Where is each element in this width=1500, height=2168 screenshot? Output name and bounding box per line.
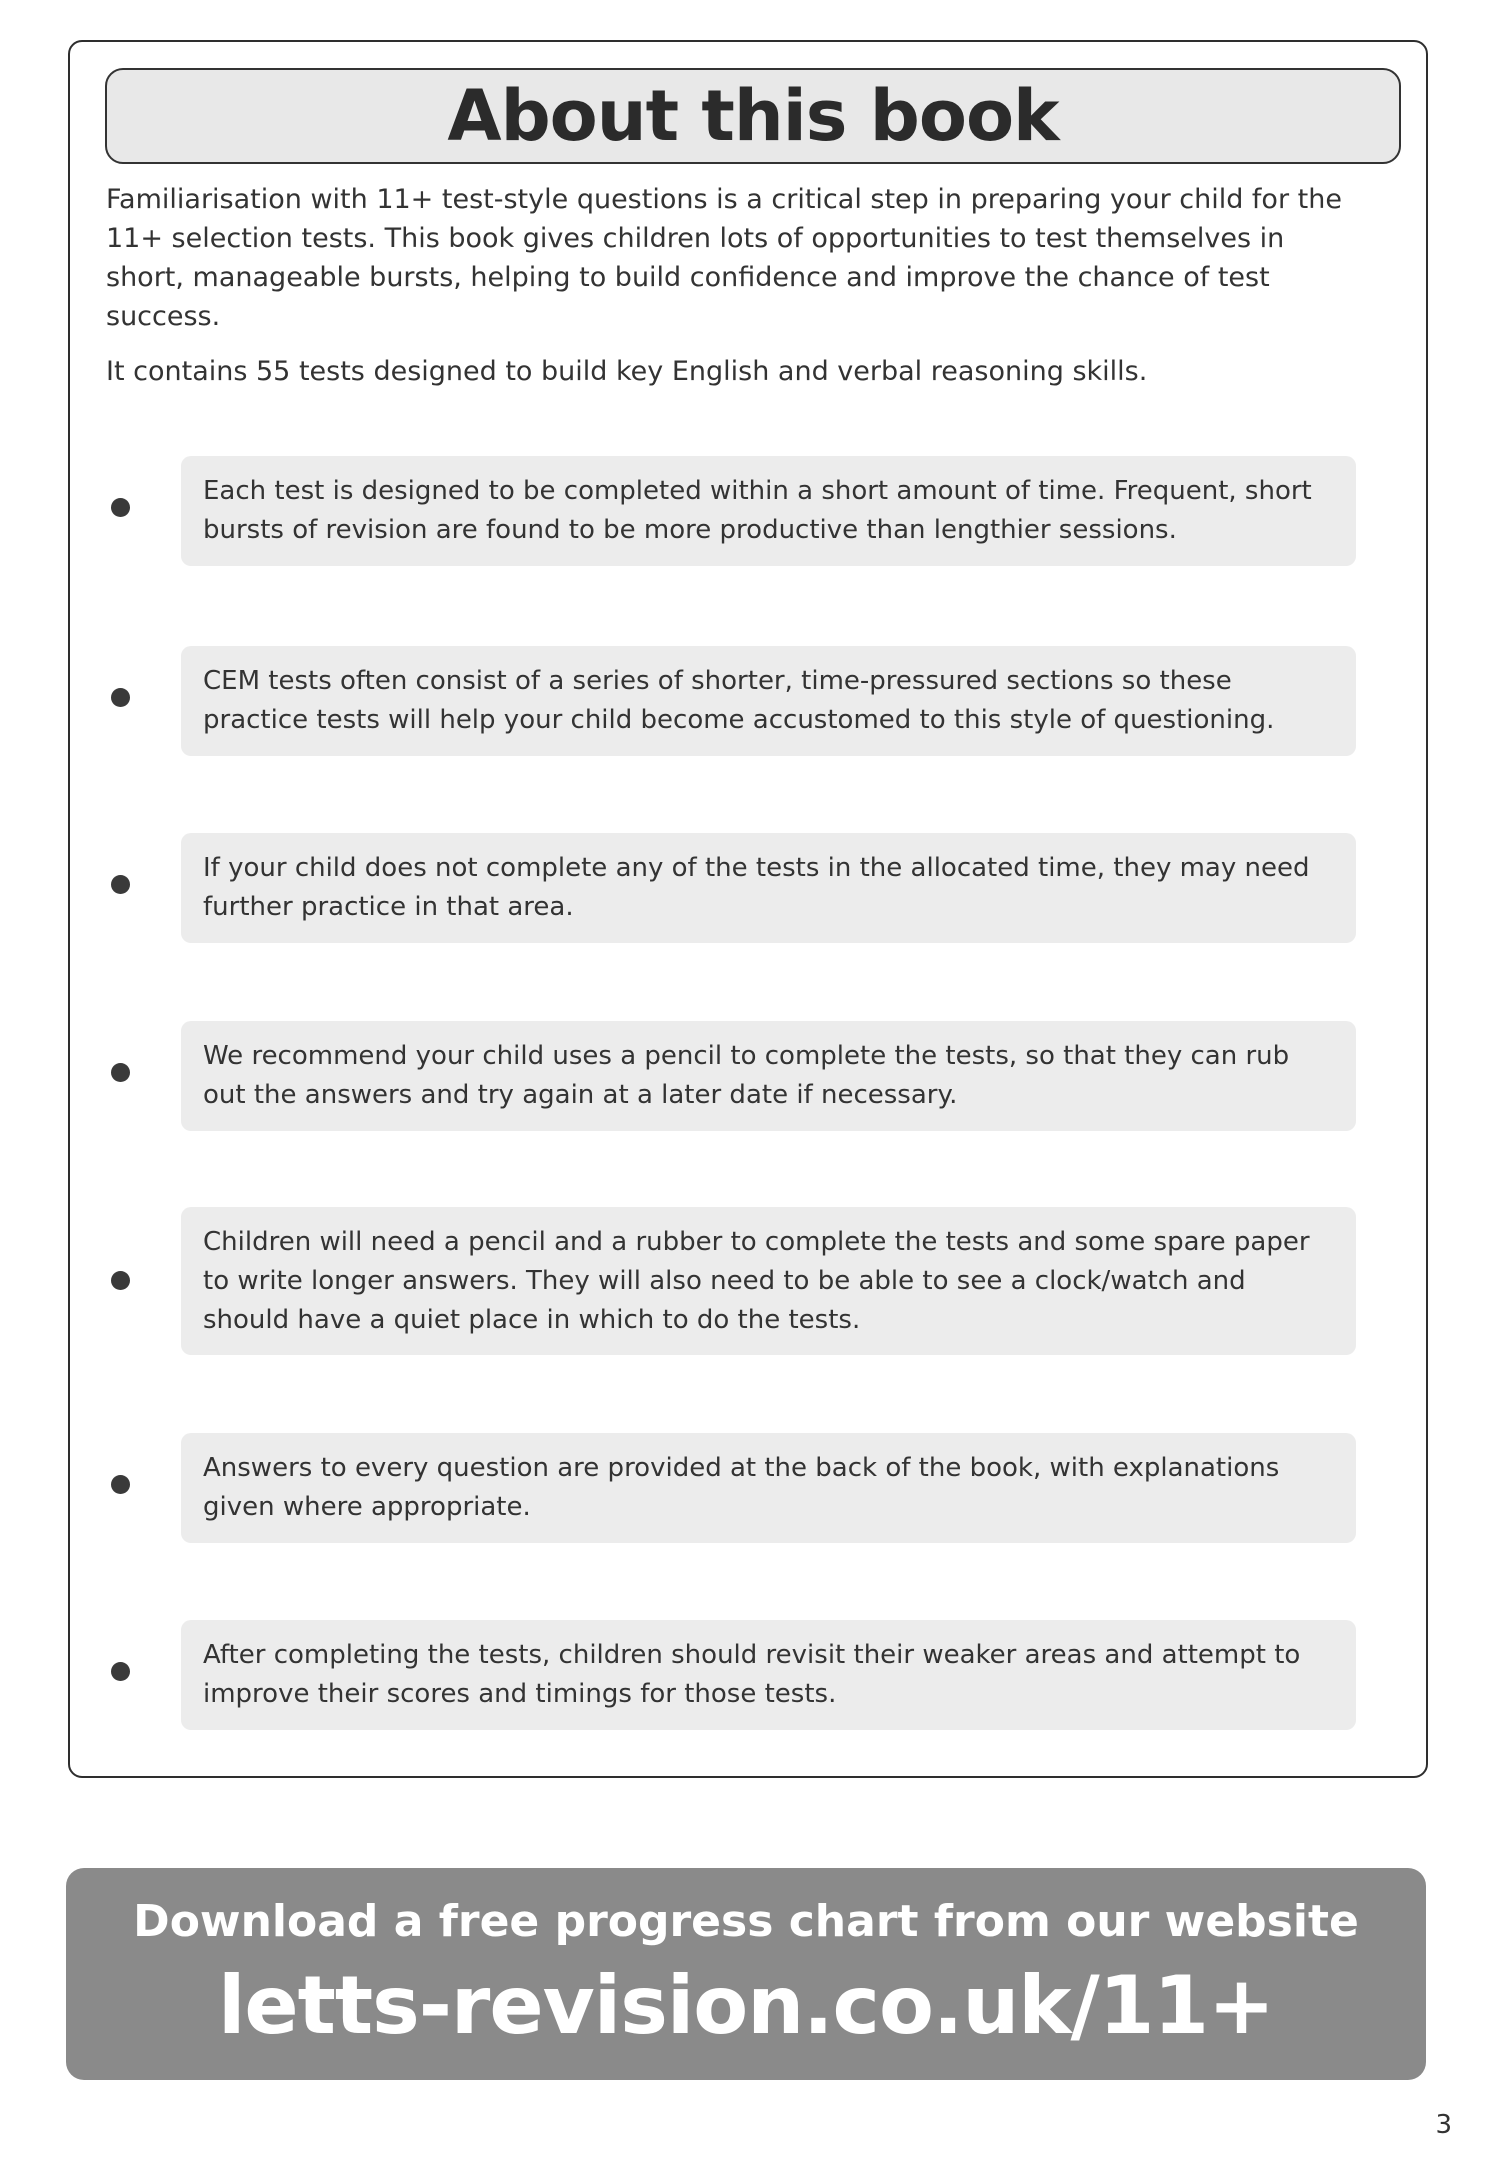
bullet-text: CEM tests often consist of a series of shorter, time-pressured sections so these practice tests will help your child become accustomed to this style of questioning. bbox=[181, 646, 1356, 756]
list-item bbox=[106, 646, 1356, 756]
bullet-text: Each test is designed to be completed within a short amount of time. Frequent, short bursts of revision are found to be more productive than lengthier sessions. bbox=[181, 456, 1356, 566]
list-item bbox=[106, 1433, 1356, 1543]
title-banner bbox=[105, 68, 1401, 164]
page-title: About this book bbox=[447, 75, 1059, 157]
page-number: 3 bbox=[1435, 2110, 1452, 2140]
list-item bbox=[106, 1620, 1356, 1730]
intro-paragraph: Familiarisation with 11+ test-style questions is a critical step in preparing your child for the 11+ selection tests. This book gives children lots of opportunities to test themselves in short, manageable bursts, helping to build confidence and improve the chance of test success. bbox=[106, 184, 1342, 332]
bullet-text: If your child does not complete any of the tests in the allocated time, they may need further practice in that area. bbox=[181, 833, 1356, 943]
bullet-icon bbox=[111, 1475, 130, 1494]
website-link[interactable]: letts-revision.co.uk/11+ bbox=[217, 1959, 1275, 2052]
list-item bbox=[106, 1021, 1356, 1131]
banner-heading: Download a free progress chart from our website bbox=[133, 1896, 1359, 1947]
bullet-icon bbox=[111, 1271, 130, 1290]
bullet-icon bbox=[111, 1662, 130, 1681]
bullet-icon bbox=[111, 688, 130, 707]
download-banner bbox=[66, 1868, 1426, 2080]
intro-summary: It contains 55 tests designed to build key English and verbal reasoning skills. bbox=[106, 356, 1148, 387]
bullet-icon bbox=[111, 875, 130, 894]
bullet-icon bbox=[111, 1063, 130, 1082]
bullet-text: We recommend your child uses a pencil to complete the tests, so that they can rub out the answers and try again at a later date if necessary. bbox=[181, 1021, 1356, 1131]
list-item bbox=[106, 456, 1356, 566]
list-item bbox=[106, 1207, 1356, 1335]
bullet-text: Children will need a pencil and a rubber to complete the tests and some spare paper to write longer answers. They will also need to be able to see a clock/watch and should have a quiet place in which to do the tests. bbox=[181, 1207, 1356, 1355]
bullet-icon bbox=[111, 498, 130, 517]
list-item bbox=[106, 833, 1356, 943]
bullet-text: Answers to every question are provided at the back of the book, with explanations given where appropriate. bbox=[181, 1433, 1356, 1543]
bullet-text: After completing the tests, children should revisit their weaker areas and attempt to improve their scores and timings for those tests. bbox=[181, 1620, 1356, 1730]
